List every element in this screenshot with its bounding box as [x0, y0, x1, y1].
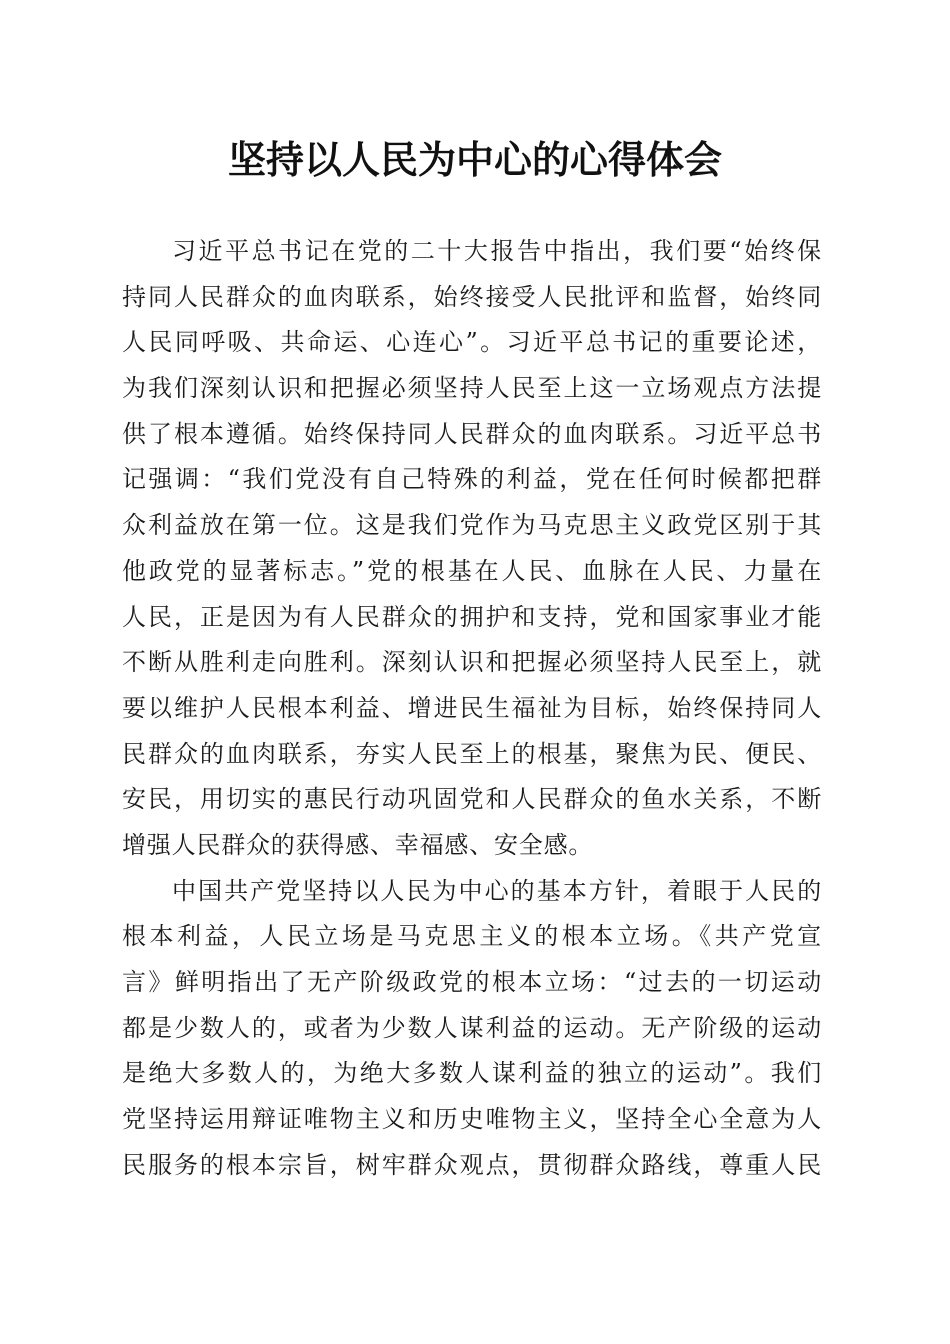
paragraph-line: 都是少数人的，或者为少数人谋利益的运动。无产阶级的运动 [122, 1013, 822, 1042]
paragraph-line: 人民同呼吸、共命运、心连心”。习近平总书记的重要论述， [122, 328, 822, 357]
paragraph-line: 人民，正是因为有人民群众的拥护和支持，党和国家事业才能 [122, 602, 822, 631]
paragraph-2 [122, 869, 822, 1189]
paragraph-line: 记强调：“我们党没有自己特殊的利益，党在任何时候都把群 [122, 465, 822, 494]
paragraph-line: 党坚持运用辩证唯物主义和历史唯物主义，坚持全心全意为人 [122, 1105, 822, 1134]
paragraph-line: 言》鲜明指出了无产阶级政党的根本立场：“过去的一切运动 [122, 968, 822, 996]
paragraph-line: 民群众的血肉联系，夯实人民至上的根基，聚焦为民、便民、 [122, 739, 822, 768]
paragraph-line: 中国共产党坚持以人民为中心的基本方针，着眼于人民的 [172, 876, 822, 905]
paragraph-line: 不断从胜利走向胜利。深刻认识和把握必须坚持人民至上，就 [122, 648, 822, 677]
paragraph-line: 为我们深刻认识和把握必须坚持人民至上这一立场观点方法提 [122, 374, 822, 403]
document-body [122, 229, 822, 1188]
paragraph-line: 要以维护人民根本利益、增进民生福祉为目标，始终保持同人 [122, 693, 822, 722]
paragraph-line: 增强人民群众的获得感、幸福感、安全感。 [122, 830, 594, 859]
paragraph-line: 安民，用切实的惠民行动巩固党和人民群众的鱼水关系，不断 [122, 785, 822, 814]
paragraph-line: 习近平总书记在党的二十大报告中指出，我们要“始终保 [172, 237, 822, 265]
paragraph-line: 持同人民群众的血肉联系，始终接受人民批评和监督，始终同 [122, 282, 822, 311]
paragraph-1 [122, 229, 822, 869]
paragraph-line: 民服务的根本宗旨，树牢群众观点，贯彻群众路线，尊重人民 [122, 1150, 822, 1179]
paragraph-line: 众利益放在第一位。这是我们党作为马克思主义政党区别于其 [122, 511, 822, 540]
document-title: 坚持以人民为中心的心得体会 [227, 137, 722, 182]
paragraph-line: 是绝大多数人的，为绝大多数人谋利益的独立的运动”。我们 [122, 1059, 822, 1088]
paragraph-line: 根本利益，人民立场是马克思主义的根本立场。《共产党宣 [122, 922, 822, 951]
paragraph-line: 他政党的显著标志。”党的根基在人民、血脉在人民、力量在 [122, 556, 822, 585]
paragraph-line: 供了根本遵循。始终保持同人民群众的血肉联系。习近平总书 [122, 419, 822, 448]
